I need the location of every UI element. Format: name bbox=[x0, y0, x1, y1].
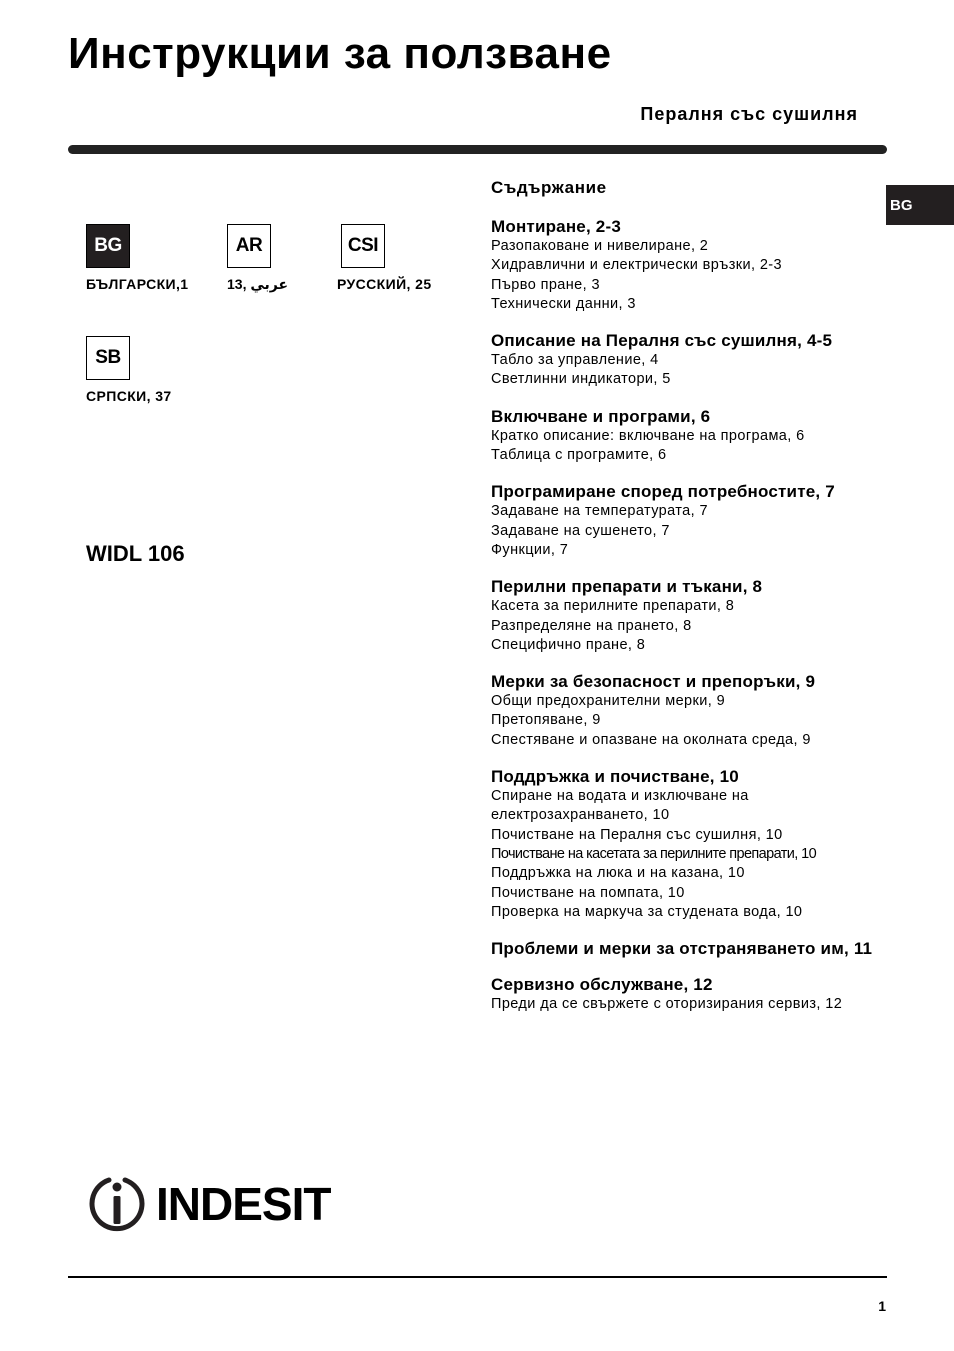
toc-section-installation bbox=[491, 217, 881, 314]
table-of-contents bbox=[491, 178, 881, 1031]
toc-item: Почистване на касетата за перилните препарати, 10 bbox=[491, 845, 817, 862]
language-label: СРПСКИ, 37 bbox=[86, 388, 172, 404]
toc-section-title: Програмиране според потребностите, 7 bbox=[491, 482, 835, 502]
toc-section-service bbox=[491, 975, 881, 1014]
toc-item: Проверка на маркуча за студената вода, 10 bbox=[491, 903, 803, 920]
page-title: Инструкции за ползване bbox=[68, 29, 612, 78]
header-divider bbox=[68, 145, 887, 154]
toc-item: Касета за перилните препарати, 8 bbox=[491, 598, 735, 615]
toc-item: Табло за управление, 4 bbox=[491, 352, 659, 369]
indesit-logo bbox=[86, 1173, 330, 1235]
toc-item: Разопаковане и нивелиране, 2 bbox=[491, 238, 709, 254]
toc-item: Спиране на водата и изключване на bbox=[491, 788, 749, 805]
toc-item: Хидравлични и електрически връзки, 2-3 bbox=[491, 257, 783, 274]
toc-item: Технически данни, 3 bbox=[491, 295, 636, 312]
model-number: WIDL 106 bbox=[86, 541, 185, 566]
language-code-box: SB bbox=[86, 336, 130, 380]
language-code-box: BG bbox=[86, 224, 130, 268]
language-code-box: CSI bbox=[341, 224, 385, 268]
page-number: 1 bbox=[878, 1298, 886, 1314]
toc-item: Поддръжка на люка и на казана, 10 bbox=[491, 865, 745, 882]
toc-item: Преди да се свържете с оторизирания сервиз, 12 bbox=[491, 996, 843, 1013]
toc-item: Спестяване и опазване на околната среда, 9 bbox=[491, 731, 811, 748]
toc-section-programs bbox=[491, 407, 881, 466]
toc-item: Разпределяне на прането, 8 bbox=[491, 617, 692, 634]
language-csi bbox=[337, 224, 432, 292]
toc-section-safety bbox=[491, 672, 881, 750]
language-label: БЪЛГАРСКИ,1 bbox=[86, 276, 189, 292]
language-bg bbox=[86, 224, 188, 292]
toc-section-title: Сервизно обслужване, 12 bbox=[491, 975, 713, 995]
toc-item: електрозахранването, 10 bbox=[491, 807, 670, 824]
toc-section-title: Включване и програми, 6 bbox=[491, 406, 711, 426]
product-subtitle: Пералня със сушилня bbox=[640, 104, 858, 124]
toc-section-title: Проблеми и мерки за отстраняването им, 11 bbox=[491, 939, 873, 959]
indesit-logo-icon bbox=[86, 1173, 148, 1235]
toc-section-title: Перилни препарати и тъкани, 8 bbox=[491, 577, 763, 597]
toc-item: Светлинни индикатори, 5 bbox=[491, 371, 671, 388]
toc-section-maintenance bbox=[491, 767, 881, 922]
language-ar bbox=[227, 224, 288, 293]
toc-item: Общи предохранителни мерки, 9 bbox=[491, 693, 726, 710]
toc-section-title: Мерки за безопасност и препоръки, 9 bbox=[491, 672, 816, 692]
toc-section-title: Монтиране, 2-3 bbox=[491, 217, 621, 236]
toc-section-title: Описание на Пералня със сушилня, 4-5 bbox=[491, 331, 833, 351]
language-label: РУССКИЙ, 25 bbox=[337, 276, 432, 292]
toc-item: Почистване на Пералня със сушилня, 10 bbox=[491, 826, 783, 843]
toc-item: Таблица с програмите, 6 bbox=[491, 447, 667, 464]
toc-item: Първо пране, 3 bbox=[491, 276, 600, 293]
toc-item: Функции, 7 bbox=[491, 541, 569, 558]
toc-section-title: Поддръжка и почистване, 10 bbox=[491, 767, 739, 787]
language-sb bbox=[86, 336, 172, 404]
toc-section-personalisation bbox=[491, 482, 881, 560]
toc-heading: Съдържание bbox=[491, 178, 607, 197]
toc-item: Кратко описание: включване на програма, 6 bbox=[491, 427, 805, 444]
language-label bbox=[227, 276, 288, 293]
toc-item: Специфично пране, 8 bbox=[491, 636, 646, 653]
language-label-text: عربي ,13 bbox=[227, 276, 289, 292]
toc-section-description bbox=[491, 331, 881, 390]
toc-section-detergents bbox=[491, 577, 881, 655]
toc-section-troubleshooting bbox=[491, 939, 881, 958]
toc-item: Претопяване, 9 bbox=[491, 712, 601, 729]
logo-wordmark: INDESIT bbox=[156, 1178, 331, 1230]
toc-item: Задаване на сушенето, 7 bbox=[491, 522, 670, 539]
language-side-tab: BG bbox=[886, 185, 954, 225]
language-code-box: AR bbox=[227, 224, 271, 268]
footer-divider bbox=[68, 1276, 887, 1278]
toc-item: Почистване на помпата, 10 bbox=[491, 884, 685, 901]
toc-item: Задаване на температурата, 7 bbox=[491, 503, 708, 520]
